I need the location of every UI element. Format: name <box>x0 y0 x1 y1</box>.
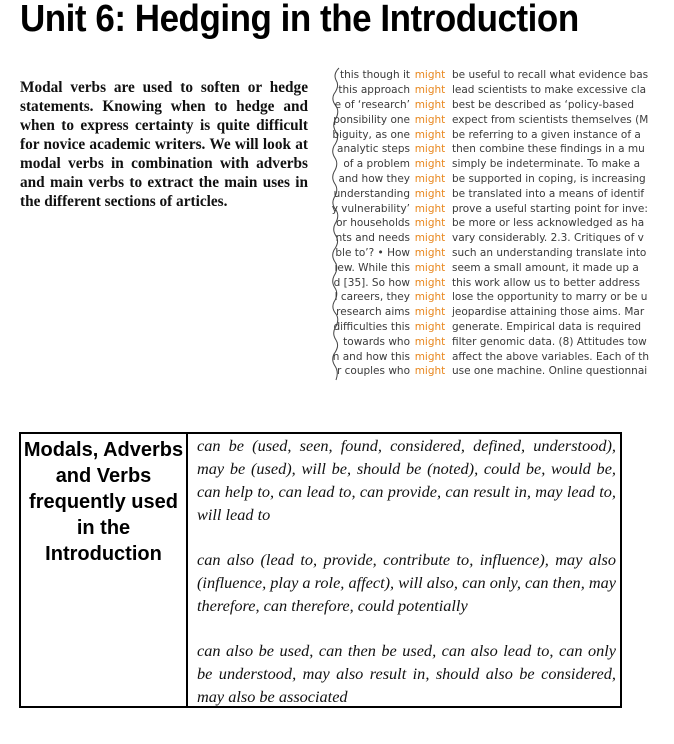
concordance-left-context: difficulties this <box>333 320 410 333</box>
concordance-line <box>330 201 652 216</box>
concordance-line <box>330 334 652 349</box>
concordance-line <box>330 172 652 187</box>
concordance-keyword: might <box>414 113 446 126</box>
concordance-line <box>330 216 652 231</box>
concordance-left-context: this approach <box>338 84 410 97</box>
modal-passive-paragraph: can also be used, can then be used, can also lead to, can only be understood, may also result in, should also be considered, may also be associated <box>197 641 616 706</box>
concordance-keyword: might <box>414 143 446 156</box>
concordance-line <box>330 275 652 290</box>
concordance-right-context: expect from scientists themselves (M <box>452 113 649 126</box>
concordance-left-context: y vulnerability’ <box>331 202 410 215</box>
concordance-right-context: generate. Empirical data is required <box>452 320 642 333</box>
concordance-keyword: might <box>414 84 446 97</box>
concordance-left-context: analytic steps <box>337 143 410 156</box>
concordance-right-context: be referring to a given instance of a <box>452 128 641 141</box>
concordance-right-context: prove a useful starting point for inve: <box>452 202 648 215</box>
modals-table <box>19 432 622 708</box>
concordance-keyword: might <box>414 69 446 82</box>
modals-table-content <box>188 434 620 706</box>
concordance-line <box>330 68 652 83</box>
concordance-right-context: be more or less acknowledged as ha <box>452 217 645 230</box>
concordance-right-context: such an understanding translate into <box>452 246 647 259</box>
concordance-line <box>330 364 652 379</box>
concordance-line <box>330 142 652 157</box>
concordance-right-context: lead scientists to make excessive cla <box>452 84 647 97</box>
concordance-keyword: might <box>414 291 446 304</box>
concordance-left-context: ble to’? • How <box>335 246 410 259</box>
concordance-keyword: might <box>414 246 446 259</box>
concordance-right-context: be supported in coping, is increasing <box>452 172 646 185</box>
concordance-keyword: might <box>414 365 446 378</box>
concordance-keyword: might <box>414 261 446 274</box>
concordance-line <box>330 320 652 335</box>
concordance-right-context: simply be indeterminate. To make a <box>452 158 641 171</box>
modal-adverb-paragraph: can also (lead to, provide, contribute to, influence), may also (influence, play a role, affect), will also, can only, can then, may therefore, can therefore, could potentially <box>197 550 616 615</box>
concordance-keyword: might <box>414 232 446 245</box>
concordance-keyword: might <box>414 98 446 111</box>
page-title: Unit 6: Hedging in the Introduction <box>20 0 579 40</box>
concordance-line <box>330 186 652 201</box>
concordance-right-context: use one machine. Online questionnai <box>452 365 648 378</box>
concordance-right-context: jeopardise attaining those aims. Mar <box>452 306 645 319</box>
concordance-keyword: might <box>414 350 446 363</box>
concordance-line <box>330 98 652 113</box>
concordance-left-context: and how they <box>338 172 410 185</box>
concordance-left-context: understanding <box>333 187 410 200</box>
concordance-left-context: ponsibility one <box>333 113 410 126</box>
concordance-left-context: research aims <box>336 306 410 319</box>
concordance-keyword: might <box>414 276 446 289</box>
concordance-left-context: n and how this <box>332 350 410 363</box>
concordance-snippet <box>330 66 656 382</box>
concordance-right-context: filter genomic data. (8) Attitudes tow <box>452 335 647 348</box>
concordance-line <box>330 231 652 246</box>
concordance-left-context: towards who <box>343 335 410 348</box>
intro-paragraph: Modal verbs are used to soften or hedge statements. Knowing when to hedge and when to express certainty is quite difficult for novice academic writers. We will look at modal verbs in combination with adverbs and main verbs to extract the main uses in the different sections of articles. <box>20 79 308 210</box>
concordance-right-context: this work allow us to better address <box>452 276 640 289</box>
concordance-line <box>330 305 652 320</box>
concordance-keyword: might <box>414 320 446 333</box>
concordance-keyword: might <box>414 202 446 215</box>
concordance-left-context: d [35]. So how <box>333 276 410 289</box>
concordance-right-context: affect the above variables. Each of th <box>452 350 650 363</box>
concordance-left-context: l careers, they <box>334 291 410 304</box>
concordance-left-context: e of ‘research’ <box>334 98 410 111</box>
concordance-keyword: might <box>414 172 446 185</box>
modals-table-label: Modals, Adverbs and Verbs frequently used in the Introduction <box>21 434 188 706</box>
concordance-right-context: be translated into a means of identif <box>452 187 645 200</box>
concordance-left-context: biguity, as one <box>332 128 410 141</box>
concordance-line <box>330 112 652 127</box>
concordance-keyword: might <box>414 187 446 200</box>
concordance-left-context: or households <box>336 217 410 230</box>
concordance-right-context: seem a small amount, it made up a <box>452 261 639 274</box>
modal-phrases-paragraph: can be (used, seen, found, considered, defined, understood), may be (used), will be, should be (noted), could be, would be, can help to, can lead to, can provide, can result in, may lead to, will lead to <box>197 436 616 524</box>
concordance-keyword: might <box>414 306 446 319</box>
concordance-left-context: r couples who <box>336 365 410 378</box>
concordance-right-context: best be described as ‘policy-based <box>452 98 635 111</box>
concordance-right-context: lose the opportunity to marry or be u <box>452 291 648 304</box>
concordance-line <box>330 260 652 275</box>
concordance-line <box>330 290 652 305</box>
concordance-line <box>330 349 652 364</box>
concordance-right-context: vary considerably. 2.3. Critiques of v <box>452 232 644 245</box>
concordance-left-context: of a problem <box>343 158 410 171</box>
concordance-keyword: might <box>414 217 446 230</box>
concordance-lines <box>330 68 652 379</box>
concordance-left-context: this though it <box>339 69 410 82</box>
concordance-line <box>330 246 652 261</box>
concordance-line <box>330 127 652 142</box>
concordance-line <box>330 157 652 172</box>
concordance-line <box>330 83 652 98</box>
concordance-left-context: iew. While this <box>334 261 410 274</box>
concordance-keyword: might <box>414 158 446 171</box>
concordance-right-context: be useful to recall what evidence bas <box>452 69 649 82</box>
concordance-right-context: then combine these findings in a mu <box>452 143 645 156</box>
concordance-left-context: nts and needs <box>335 232 410 245</box>
concordance-keyword: might <box>414 335 446 348</box>
concordance-keyword: might <box>414 128 446 141</box>
